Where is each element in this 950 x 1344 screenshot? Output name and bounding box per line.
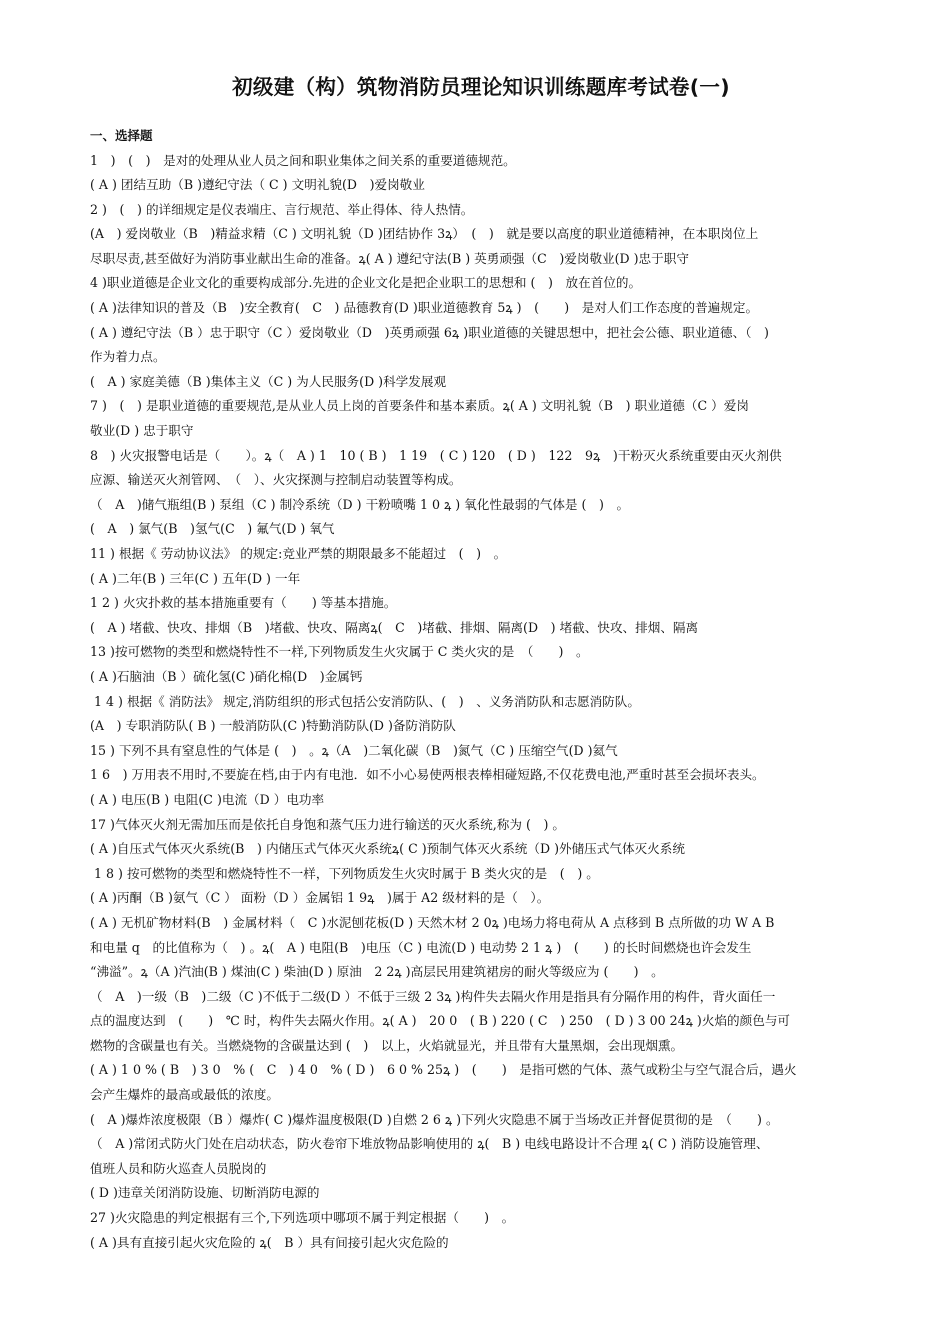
text-line: ( A )法律知识的普及（B )安全教育( C ) 品德教育(D )职业道德教育 5ꝝ ) ( ) 是对人们工作态度的普遍规定。 — [90, 300, 759, 316]
text-line: 尽职尽责,甚至做好为消防事业献出生命的准备。ꝝ( A ) 遵纪守法(B ) 英勇顽强（C )爱岗敬业(D )忠于职守 — [90, 250, 689, 266]
text-line: 1 2 ) 火灾扑救的基本措施重要有（ ) 等基本措施。 — [90, 595, 397, 611]
text-line: 15 ) 下列不具有窒息性的气体是 ( ) 。ꝝ（A )二氧化碳（B )氮气（C ) 压缩空气(D )氦气 — [90, 742, 618, 758]
section-heading: 一、选择题 — [90, 128, 153, 143]
text-line: 1 4 ) 根据《 消防法》 规定,消防组织的形式包括公安消防队、( ) 、义务消防队和志愿消防队。 — [90, 693, 640, 709]
text-line: 作为着力点。 — [90, 349, 166, 365]
text-line: 敬业(D ) 忠于职守 — [90, 423, 194, 439]
text-line: ( A ) 团结互助（B )遵纪守法（ C ) 文明礼貌(D )爱岗敬业 — [90, 177, 425, 193]
text-line: 值班人员和防火巡查人员脱岗的 — [90, 1160, 267, 1176]
text-line: 1 ) ( ) 是对的处理从业人员之间和职业集体之间关系的重要道德规范。 — [90, 152, 516, 168]
text-line: ( A )自压式气体灭火系统(B ) 内储压式气体灭火系统ꝝ( C )预制气体灭火系统（D )外储压式气体灭火系统 — [90, 841, 685, 857]
text-line: ( A ) 1 0 % ( B ) 3 0 % ( C ) 4 0 % ( D ) 6 0 % 25ꝝ ) ( ) 是指可燃的气体、蒸气或粉尘与空气混合后，遇火 — [90, 1062, 797, 1078]
text-line: 应源、输送灭火剂管网、 （ ）、火灾探测与控制启动装置等构成。 — [90, 472, 462, 488]
text-line: ( A ) 堵截、快攻、排烟（B )堵截、快攻、隔离ꝝ( C )堵截、排烟、隔离(D ) 堵截、快攻、排烟、隔离 — [90, 619, 699, 635]
text-line: ( A )丙酮（B )氨气（C ） 面粉（D ）金属铝 1 9ꝝ )属于 A2 级材料的是（ ）。 — [90, 890, 550, 906]
text-line: ( A ) 氯气(B )氢气(C ) 氟气(D ) 氧气 — [90, 521, 335, 537]
text-line: 4 )职业道德是企业文化的重要构成部分.先进的企业文化是把企业职工的思想和 ( ) 放在首位的。 — [90, 275, 642, 291]
text-line: 7 ) ( ) 是职业道德的重要规范,是从业人员上岗的首要条件和基本素质。ꝝ( A ) 文明礼貌（B ) 职业道德（C ）爱岗 — [90, 398, 749, 414]
text-line: (A ) 爱岗敬业（B )精益求精（C ) 文明礼貌（D )团结协作 3ꝝ） ( ) 就是要以高度的职业道德精神，在本职岗位上 — [90, 226, 759, 242]
question-list — [90, 149, 872, 1256]
text-line: 1 6 ) 万用表不用时,不要旋在档,由于内有电池．如不小心易使两根表棒相碰短路,不仅花费电池,严重时甚至会损坏表头。 — [90, 767, 765, 783]
text-line: 点的温度达到 ( ) ℃ 时，构件失去隔火作用。ꝝ( A ) 20 0 ( B ) 220 ( C ) 250 ( D ) 3 00 24ꝝ )火焰的颜色与可 — [90, 1013, 791, 1029]
text-line: 会产生爆炸的最高或最低的浓度。 — [90, 1087, 279, 1103]
text-line: “沸溢”。ꝝ（A )汽油(B ) 煤油(C ) 柴油(D ) 原油 2 2ꝝ )高层民用建筑裙房的耐火等级应为 ( ) 。 — [90, 964, 664, 980]
text-line: 11 ) 根据《 劳动协议法》 的规定:竞业严禁的期限最多不能超过 ( ) 。 — [90, 546, 507, 561]
text-line: ( A )石脑油（B ）硫化氢(C )硝化棉(D )金属钙 — [90, 668, 363, 684]
text-line: ( A ) 家庭美德（B )集体主义（C ) 为人民服务(D )科学发展观 — [90, 373, 447, 389]
text-line: 17 )气体灭火剂无需加压而是依托自身饱和蒸气压力进行输送的灭火系统,称为 ( ) 。 — [90, 816, 565, 832]
text-line: 8 ) 火灾报警电话是（ ）。ꝝ（ A ) 1 10 ( B ) 1 19 ( C ) 120 ( D ) 122 9ꝝ )干粉灭火系统重要由灭火剂供 — [90, 447, 782, 463]
text-line: 13 )按可燃物的类型和燃烧特性不一样,下列物质发生火灾属于 C 类火灾的是 （ ) 。 — [90, 644, 589, 660]
text-line: （ A )一级（B )二级（C )不低于二级(D ）不低于三级 2 3ꝝ )构件失去隔火作用是指具有分隔作用的构件，背火面任一 — [90, 988, 776, 1004]
text-line: ( D )违章关闭消防设施、切断消防电源的 — [90, 1185, 320, 1201]
text-line: ( A )爆炸浓度极限（B ）爆炸( C )爆炸温度极限(D )自燃 2 6 ꝝ )下列火灾隐患不属于当场改正并督促贯彻的是 （ ) 。 — [90, 1111, 779, 1127]
document-title: 初级建（构）筑物消防员理论知识训练题库考试卷(一) — [232, 75, 730, 99]
text-line: ( A )具有直接引起火灾危险的 ꝝ( B ）具有间接引起火灾危险的 — [90, 1234, 449, 1250]
text-line: 2 ) ( ) 的详细规定是仪表端庄、言行规范、举止得体、待人热情。 — [90, 201, 474, 217]
text-line: (A ) 专职消防队( B ) 一般消防队(C )特勤消防队(D )备防消防队 — [90, 718, 456, 734]
text-line: 1 8 ) 按可燃物的类型和燃烧特性不一样，下列物质发生火灾时属于 B 类火灾的是 ( ) 。 — [90, 865, 599, 881]
text-line: 和电量 q 的比值称为（ ) 。ꝝ( A ) 电阻(B )电压（C ) 电流(D ) 电动势 2 1 ꝝ ) ( ) 的长时间燃烧也许会发生 — [90, 939, 752, 955]
text-line: 27 )火灾隐患的判定根据有三个,下列选项中哪项不属于判定根据（ ) 。 — [90, 1210, 515, 1226]
text-line: ( A ) 遵纪守法（B ）忠于职守（C ）爱岗敬业（D )英勇顽强 6ꝝ )职业道德的关键思想中，把社会公德、职业道德、（ ) — [90, 324, 769, 340]
text-line: （ A )常闭式防火门处在启动状态，防火卷帘下堆放物品影响使用的 ꝝ( B ) 电线电路设计不合理 ꝝ( C ) 消防设施管理、 — [90, 1136, 769, 1152]
text-line: 燃物的含碳量也有关。当燃烧物的含碳量达到 ( ) 以上，火焰就显光，并且带有大量黑烟，会出现烟熏。 — [90, 1037, 684, 1053]
text-line: ( A ) 电压(B ) 电阻(C )电流（D ）电功率 — [90, 791, 325, 807]
text-line: ( A )二年(B ) 三年(C ) 五年(D ) 一年 — [90, 570, 301, 586]
text-line: （ A )储气瓶组(B ) 泵组（C ) 制冷系统（D ) 干粉喷嘴 1 0 ꝝ ) 氧化性最弱的气体是 ( ) 。 — [90, 496, 630, 512]
text-line: ( A ) 无机矿物材料(B ) 金属材料（ C )水泥刨花板(D ) 天然木材 2 0ꝝ )电场力将电荷从 A 点移到 B 点所做的功 W A B — [90, 914, 775, 930]
